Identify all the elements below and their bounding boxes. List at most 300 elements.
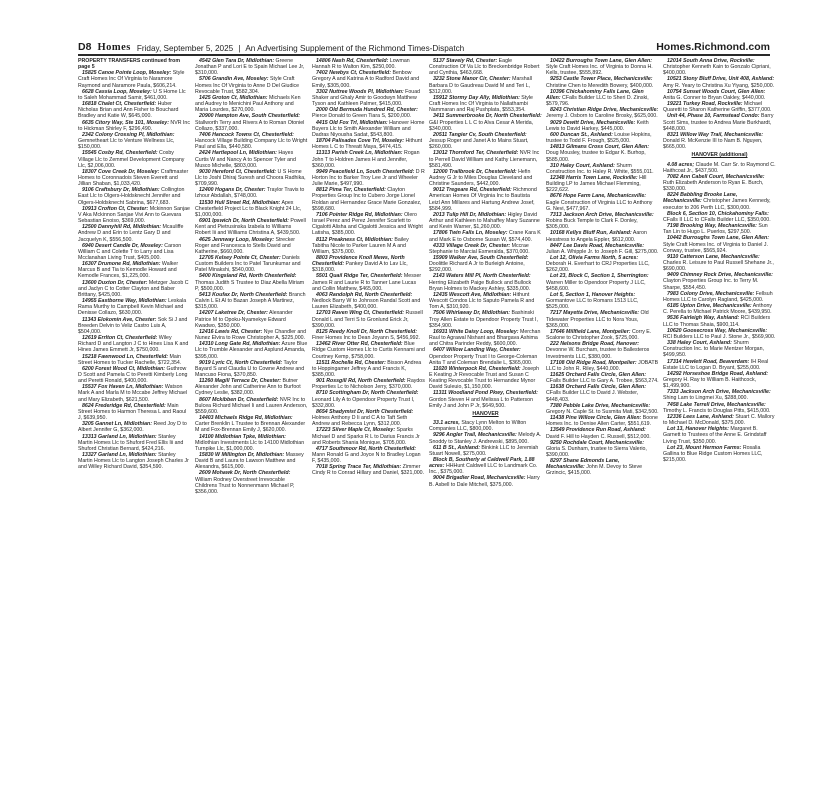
- property-address: 11438 Pine Willow Circle, Glen Allen:: [550, 415, 642, 422]
- property-address: 13012 Thornford Ter, Chesterfield:: [433, 150, 519, 157]
- transfer-entry: [546, 427, 659, 439]
- property-address: 10396 Chickahominy Falls Lane, Glen Allen:: [546, 88, 644, 101]
- property-address: 4717 Southmoor Rd, North Chesterfield:: [316, 445, 417, 452]
- property-address: 16307 Drumone Rd, Midlothian:: [82, 261, 161, 268]
- transfer-details: Apex Chesterfield Project Lc to Black Knight 24 Llc, $1,000,000.: [195, 199, 302, 218]
- transfer-entry: [312, 107, 425, 119]
- transfer-entry: [78, 206, 191, 224]
- transfer-details: Leskala Rama Murthy to Campbell Kevin Michael and Denisse Collazo, $630,000.: [78, 298, 187, 317]
- property-address: 7402 Newbys Ct, Chesterfield:: [316, 70, 391, 77]
- transfer-entry: [546, 415, 659, 427]
- section-heading: PROPERTY TRANSFERS continued from page 5: [78, 58, 180, 71]
- transfer-details: Eagle Construction of Virginia LLC to Anthony G. Nevi, $477,967.: [546, 199, 653, 212]
- transfer-entry: [663, 315, 776, 327]
- transfer-entry: [429, 366, 542, 391]
- transfer-details: Jessup Roger and Janet A to Mains Stuart, $260,000.: [429, 138, 529, 151]
- transfer-entry: [312, 409, 425, 427]
- transfer-details: Benbow Gregory A and Katrina A to Radford David and Emily, $305,000.: [312, 70, 420, 89]
- transfer-entry: [663, 359, 776, 371]
- transfer-entry: [78, 187, 191, 205]
- transfer-entry: [195, 434, 308, 452]
- transfer-entry: [429, 76, 542, 94]
- property-address: 14813 Gilmans Cross Court, Glen Allen:: [550, 144, 650, 151]
- transfer-details: Main Street Homes to Harmon Theresa L and Raoul J, $639,950.: [78, 402, 187, 422]
- transfer-details: William Rodney Overstreet Irrevocable Childrens Trust to Nonnenmann Michael P, $356,000.: [195, 476, 295, 495]
- transfer-entry: [429, 95, 542, 113]
- property-address: 5400 Kingsland Rd, North Chesterfield:: [199, 273, 297, 280]
- transfer-entry: [546, 132, 659, 144]
- transfer-entry: [78, 384, 191, 402]
- property-address: 19221 Turkey Road, Rockville:: [667, 101, 743, 108]
- property-address: 3232 Stone Manor Cir, Chester:: [433, 76, 511, 83]
- transfer-entry: [312, 378, 425, 390]
- transfer-entry: [78, 70, 191, 88]
- column-6: [663, 58, 776, 780]
- transfer-entry: [546, 310, 659, 328]
- transfer-entry: [78, 280, 191, 298]
- property-address: 11511 Rochelle Rd, Chester:: [316, 359, 386, 366]
- transfer-details: NVR Inc to Hickman Shirley F, $296,490.: [78, 119, 190, 132]
- property-address: 15909 Walker Ave, South Chesterfield:: [433, 255, 529, 261]
- transfer-entry: [663, 174, 776, 192]
- property-address: 8654 Shadymist Dr, North Chesterfield:: [316, 408, 414, 415]
- transfer-entry: [78, 434, 191, 452]
- transfer-entry: [546, 372, 659, 384]
- property-address: 9296 Angler Trail, Mechanicsville:: [433, 432, 517, 439]
- transfer-entry: [429, 212, 542, 230]
- transfer-details: Midlothian Investments Llc to 14100 Midlothian Turnpike Llc, $1,000,000.: [195, 439, 305, 452]
- transfer-entry: [663, 303, 776, 315]
- property-address: 18307 Cove Creek Dr, Moseley:: [82, 168, 160, 175]
- property-address: 18704 Palisades Cove Trl, Moseley:: [316, 138, 405, 145]
- column-4: [429, 58, 542, 780]
- transfer-entry: [195, 341, 308, 359]
- property-address: 7217 Mayetta Drive, Mechanicsville:: [550, 310, 640, 317]
- transfer-details: Hancock Village Building Company Llc to Wright Paul and Ella, $440,580.: [195, 138, 308, 151]
- property-address: Lot 12, Olivia Farms North, 5 acres:: [550, 255, 639, 261]
- transfer-entry: [663, 272, 776, 290]
- property-address: 7198 Brooking Way, Mechanicsville:: [667, 223, 757, 230]
- transfer-entry: [429, 445, 542, 457]
- transfer-details: CFalls II LLC to CFalls Builder LLC, $350,000.: [663, 216, 771, 223]
- property-address: 2143 Waters Mill Pl, North Chesterfield:: [433, 273, 531, 280]
- transfer-details: Michaels Ken and Audrey to Menichini Paul Anthony and Maria Lourdes, $270,000.: [195, 94, 301, 114]
- transfer-entry: [78, 120, 191, 132]
- transfer-details: Sok Si J and Breeden Delvin to Veliz Castro Luis A, $504,000.: [78, 316, 188, 335]
- transfer-details: Richmond American Homes Of Virginia Inc to Bautista Leizl Ann Millares and Hartung Andrew Josef, $584,999.: [429, 187, 537, 212]
- transfer-entry: [195, 273, 308, 291]
- transfer-entry: [663, 192, 776, 210]
- property-address: Lot 13, Hanover Heights:: [667, 426, 729, 433]
- transfer-entry: [78, 366, 191, 384]
- property-address: Lot 5, Section 1, Hanover Heights:: [550, 291, 636, 298]
- transfer-entry: [429, 150, 542, 168]
- transfer-details: Wiley Richard D and Langton J C to Hines Lisa K and Hines James Emmett Jr, $750,000.: [78, 335, 189, 354]
- transfer-details: Bisson Andrea to Hoppingamer Jeffrey A and Francis K, $385,000.: [312, 359, 422, 378]
- transfer-details: Julian A. Whipple Jr. to Joseph F. Gill, $275,000.: [546, 248, 659, 255]
- transfer-details: Warren Miller to Opendoor Property J LLC, $458,600.: [546, 279, 646, 292]
- property-address: 3302 Nuttree Woods Pl, Midlothian:: [316, 88, 404, 95]
- transfer-details: Pierce Donald to Green Tiara S, $200,000.: [312, 113, 412, 120]
- transfer-details: Gregory N. Caple St. to Susmita Mati, $342,500.: [546, 408, 659, 415]
- transfer-details: Hithunt Wescott Condos Llc to Saputo Pamela R and Tom A, $310,920.: [429, 291, 535, 311]
- transfer-entry: [429, 310, 542, 328]
- transfer-entry: [429, 390, 542, 408]
- property-address: 4625 Jennway Loop, Moseley:: [199, 236, 274, 243]
- transfer-details: Leonard Lily A to Opendoor Property Trust I, $332,800.: [312, 396, 415, 409]
- transfer-entry: [312, 120, 425, 138]
- property-address: 8321 Willow Way Trail, Mechanicsville:: [667, 131, 764, 138]
- transfer-details: Stacy Lynn Melton to Wilton Companies LLC, $800,000.: [429, 420, 527, 433]
- transfer-details: Doug Mousley, trustee to Edgar K. Burhop, $585,000.: [546, 150, 646, 163]
- transfer-entry: [78, 354, 191, 366]
- transfer-details: Doolittle Richard A Jr to Burleigh Antoine, $292,000.: [429, 261, 525, 274]
- property-address: 17646 Millfield Lane, Montpelier:: [550, 328, 631, 335]
- transfer-details: Eagle Construction Of Va Llc to Breckenbridge Robert and Cynthia, $463,668.: [429, 58, 540, 77]
- transfer-entry: [312, 255, 425, 273]
- property-address: 10442 Burroughs Town Lane, Glen Allen:: [667, 235, 770, 242]
- transfer-entry: [429, 169, 542, 187]
- transfer-details: Traylor Travis to Izhour Abdallah, $748,000.: [195, 187, 305, 200]
- transfer-details: Joseph E Keating Jr Revocable Trust and Susan C Keating Revocable Trust to Hernandez Mynor David Suleuio, $1,150,000.: [429, 365, 540, 391]
- transfer-entry: [78, 261, 191, 279]
- transfer-entry: [546, 107, 659, 119]
- property-address: 8710 Scottingham Dr, North Chesterfield:: [316, 390, 419, 397]
- property-address: 20511 Tangier Cv, South Chesterfield:: [433, 131, 527, 138]
- transfer-entry: [78, 335, 191, 353]
- transfer-details: NVR Inc to Bulcea Richard Michael Ii and Lauren Anderson, $559,600.: [195, 396, 308, 415]
- transfer-entry: [663, 162, 776, 174]
- header-rule: [78, 54, 770, 56]
- property-address: 12705 Kelsey Pointe Ct, Chester:: [199, 255, 281, 261]
- property-address: 2424 Hartlepool Ln, Midlothian:: [199, 150, 277, 157]
- property-address: 10754 Sunset Woods Court, Glen Allen:: [667, 88, 766, 95]
- transfer-entry: [546, 329, 659, 341]
- transfer-details: Aaron Hesstress to Angela Eppler, $612,000.: [546, 230, 647, 243]
- property-address: 13462 River Otter Rd, Chesterfield:: [316, 341, 403, 348]
- transfer-details: Herring Elizabeth Paige Bullock and Bullock Bryan Holmes to Mackey Ashley, $335,000.: [429, 279, 532, 292]
- transfer-details: Main Street Homes to Tucker Rachelle, $722,354.: [78, 353, 182, 366]
- transfer-details: Pankey David A to Lav Llc, $318,000.: [312, 261, 408, 274]
- transfer-entry: [663, 223, 776, 235]
- transfer-entry: [195, 132, 308, 150]
- property-address: 11625 Orchard Falls Circle, Glen Allen:: [550, 371, 646, 378]
- property-address: 11313 Parish Creek Ln, Midlothian:: [316, 150, 403, 157]
- transfer-details: Style Craft Homes Inc Of Virginia to Nallathambi Nammaran and Raj Pushplata, $553,354.: [429, 94, 533, 114]
- property-address: 2013 Tulip Hill Dr, Midlothian:: [433, 211, 507, 218]
- transfer-details: Nye Chandler and Nunez Elvira to Rowe Christopher A, $225,000.: [195, 328, 307, 342]
- property-address: 7380 Pebble Lake Drive, Mechanicsville:: [550, 402, 651, 409]
- property-address: 13327 Garland Ln, Midlothian:: [82, 452, 157, 458]
- transfer-entry: [546, 193, 659, 211]
- transfer-details: Devonne W. Burcham, trustee to Ballesteros Investments LLC, $380,000.: [546, 347, 650, 360]
- property-address: 13549 Providence Run Road, Ashland:: [550, 427, 646, 434]
- transfer-entry: [78, 421, 191, 433]
- column-3: [312, 58, 425, 780]
- transfer-entry: [312, 341, 425, 359]
- transfer-entry: [195, 397, 308, 415]
- transfer-details: Louise Hopkins, trustee to Todd F. Frough, $525,000.: [546, 131, 652, 145]
- transfer-details: Ruth Elizabeth Anderson to Ryan E. Burch, $330,000.: [663, 179, 764, 193]
- transfer-details: Branch Calvin L Et Al to Bazan Joseph A Martinez, $315,000.: [195, 291, 306, 311]
- transfer-details: Daniels Custom Builders Inc to Patel Tarunkumar and Patel Minakshi, $540,000.: [195, 255, 301, 274]
- property-address: 14403 Michaels Ridge Rd, Midlothian:: [199, 415, 293, 422]
- transfer-entry: [312, 58, 425, 70]
- transfer-details: Melody A. Snoddy to Stanley J. Andrewski, $895,000.: [429, 432, 542, 445]
- property-address: 2342 Colony Crossing Pl, Midlothian:: [82, 131, 175, 138]
- transfer-entry: [546, 403, 659, 415]
- transfer-details: Marshall Barbara D to Gaudreau David M and Teri L, $312,000.: [429, 76, 532, 95]
- transfer-entry: [546, 58, 659, 76]
- property-address: Lot 23, Mount Hermon Farms:: [667, 444, 742, 451]
- transfer-details: Gloria S. Dunham, trustee to Sierra Valerio, $390,000.: [546, 445, 647, 458]
- transfer-entry: [546, 175, 659, 193]
- transfer-details: Christopher Kenneth Kain to Gonzalo Cipriani, $400,000.: [663, 64, 771, 77]
- transfer-details: Gemnetheart Llc to Venture Wellness Llc, $150,000.: [78, 138, 175, 151]
- property-address: 3411 Summerbrooke Dr, North Chesterfield:: [433, 113, 542, 120]
- property-address: 5501 Quail Ridge Ter, Chesterfield:: [316, 273, 403, 280]
- transfer-details: Blue Ridge Custom Homes Llc to Curtis Kennami and Courtney Kemp, $758,000.: [312, 341, 425, 360]
- transfer-entry: [663, 235, 776, 253]
- property-address: 11311 Woodland Pond Pkwy, Chesterfield:: [433, 390, 538, 397]
- property-address: 9030 Hereford Ct, Chesterfield:: [199, 168, 277, 175]
- column-2: [195, 58, 308, 780]
- transfer-details: Raydos Properties Lc to Nicholson Jerry, $370,000.: [312, 378, 425, 391]
- transfer-entry: [78, 298, 191, 316]
- transfer-details: Style Craft Homes Inc Of Virginia to Anne D Del Giudice Revocable Trust, $582,304.: [195, 76, 300, 95]
- property-address: 12000 Trailbrook Dr, Chesterfield:: [433, 168, 517, 175]
- transfer-entry: [312, 464, 425, 476]
- transfer-entry: [546, 76, 659, 88]
- transfer-details: Charles R. Leisure to Paul Russell Shehane Jr., $690,000.: [663, 260, 774, 273]
- transfer-entry: [195, 310, 308, 328]
- property-address: 12500 Dannyhill Rd, Midlothian:: [82, 224, 162, 231]
- property-address: 310 Haley Court, Ashland:: [550, 162, 615, 169]
- property-address: 17314 Hewlett Road, Beaverdam:: [667, 358, 750, 365]
- transfer-entry: [312, 70, 425, 88]
- property-address: 8297 Shane Edmonds Lane, Mechanicsville:: [546, 458, 620, 471]
- transfer-entry: [195, 470, 308, 495]
- transfer-entry: [195, 329, 308, 341]
- transfer-entry: [429, 255, 542, 273]
- transfer-details: Jeremy J. Osborn to Caroline Brosky, $625,000.: [546, 113, 658, 120]
- transfer-details: HHHunt Caldwell LLC to Landmark Co. Inc., $375,000.: [429, 463, 538, 476]
- transfer-entry: [546, 440, 659, 458]
- property-address: 16818 Chalet Ct, Chesterfield:: [82, 101, 157, 108]
- property-address: 8125 Reedy Knoll Dr, North Chesterfield:: [316, 328, 417, 335]
- property-address: 3205 Gannet Ln, Midlothian:: [82, 421, 153, 428]
- transfer-entry: [78, 89, 191, 101]
- transfer-details: Bailey Tabitha Nicole to Parker Lauren M A and William, $375,000.: [312, 236, 409, 255]
- transfer-entry: [312, 292, 425, 310]
- transfer-entry: [195, 58, 308, 76]
- property-address: 6200 Forest Wood Ct, Midlothian:: [82, 365, 166, 372]
- transfer-details: Opendoor Property Trust I to George-Coleman Anita T and Coleman Brendalie L, $365,000.: [429, 353, 538, 366]
- transfer-entry: [195, 187, 308, 199]
- transfer-entry: [78, 132, 191, 150]
- transfer-details: Mcauliffe Andrew D and Erin to Lentz Gary D and Jacquelyn K, $556,500.: [78, 224, 184, 243]
- transfer-details: Mccrae Stephanie to Marcial Esmeralda, $370,000.: [429, 242, 530, 255]
- property-address: 11260 Magill Terrace Dr, Chester:: [199, 378, 281, 385]
- transfer-entry: [195, 452, 308, 470]
- property-address: 15912 Stormy Day Ally, Midlothian:: [433, 94, 520, 101]
- transfer-entry: [195, 292, 308, 310]
- transfer-details: Crane Kara K and Mark E to Osborne Susan W, $574,400.: [429, 230, 541, 243]
- transfer-entry: [312, 89, 425, 107]
- property-address: 20900 Hampton Ave, South Chesterfield:: [199, 113, 301, 120]
- property-address: 15830 W Millington Dr, Midlothian:: [199, 452, 285, 458]
- property-address: 9029 Dewitt Drive, Mechanicsville:: [550, 119, 636, 126]
- transfer-entry: [78, 243, 191, 261]
- property-address: 11020 Winterpock Rd, Chesterfield:: [433, 365, 521, 372]
- transfer-details: Carson William C and Colette T to Larry and Lisa Mcclanahan Living Trust, $405,000.: [78, 242, 182, 261]
- transfer-entry: [663, 211, 776, 223]
- transfer-details: Anita G. Conner to Bryan Oakley, $440,000.: [663, 94, 766, 101]
- transfer-entry: [78, 452, 191, 470]
- transfer-details: Amy R. Yeary to Christina Xu Yiyang, $250,000.: [663, 82, 775, 89]
- transfer-entry: [546, 341, 659, 359]
- transfer-entry: [429, 432, 542, 444]
- property-address: 7106 Pointer Ridge Rd, Midlothian:: [316, 211, 403, 218]
- supplement-note: An Advertising Supplement of the Richmond Times-Dispatch: [245, 44, 465, 53]
- property-address: 17108 Old Ridge Road, Montpelier:: [550, 359, 637, 366]
- transfer-details: Harry B. Asbell to Dale Mitchell, $375,000.: [429, 475, 540, 488]
- property-address: 10168 Kellys Bluff Run, Ashland:: [550, 230, 632, 237]
- property-address: 10422 Burroughs Town Lane, Glen Allen:: [550, 58, 653, 64]
- transfer-entry: [663, 76, 776, 88]
- transfer-entry: [429, 457, 542, 475]
- transfer-details: Guthrow D Scott and Pamela C to Peretti Kimberly Long and Peretti Ronald, $400,000.: [78, 365, 188, 385]
- transfer-details: Powell Kent and Pietrusinska Izabela to Williams Robert Iii and Williams Christina A, $439,500.: [195, 218, 306, 237]
- section-name: Homes: [97, 42, 131, 53]
- transfer-details: Keith Lewis to David Harkey, $445,000.: [546, 119, 649, 132]
- property-address: 7082 Ann Cabell Court, Mechanicsville:: [667, 173, 765, 180]
- transfer-entry: [312, 329, 425, 341]
- transfer-entry: [195, 360, 308, 378]
- page-number: D8: [78, 41, 92, 53]
- property-address: 7983 Colony Drive, Mechanicsville:: [667, 290, 755, 297]
- property-address: 4415 Old Fox Trl, Midlothian:: [316, 119, 388, 126]
- transfer-details: Style Craft Homes Inc. of Virginia to Daniel J. Conway, trustee, $565,924.: [663, 241, 768, 254]
- transfer-entry: [663, 101, 776, 113]
- transfer-entry: [195, 237, 308, 255]
- transfer-details: Zimmer Cindy R to Conrad Hillary and Daniel, $321,000.: [312, 464, 425, 477]
- transfer-entry: [663, 371, 776, 389]
- property-address: 5706 Grandin Ave, Moseley:: [199, 76, 269, 83]
- property-address: 12416 Lewis Rd, Chester:: [199, 328, 263, 335]
- property-address: 10620 Goosecross Way, Mechanicsville:: [667, 327, 768, 334]
- property-address: 9409 Chimney Rock Drive, Mechanicsville:: [667, 272, 773, 279]
- property-address: 5137 Staveiy Rd, Chester:: [433, 58, 498, 64]
- property-address: 16931 White Daisy Loop, Moseley:: [433, 328, 519, 335]
- property-address: 9949 Peacefield Ln, South Chesterfield:: [316, 168, 415, 175]
- property-address: 13600 Duxton Dr, Chester:: [82, 279, 148, 286]
- transfer-details: Taylor Bayard S and Claudia U to Cowne Andrew and Mancuso Fiona, $370,850.: [195, 359, 305, 378]
- transfer-entry: [429, 329, 542, 347]
- property-address: Unit 44, Phase 10, Farmstead Condo:: [667, 113, 760, 120]
- transfer-details: RCI Builders LLC to Thomas Shaia, $900,114.: [663, 315, 771, 328]
- property-address: 338 Haley Court, Ashland:: [667, 340, 732, 347]
- property-address: 7406 Hancock Towns Ct, Chesterfield:: [199, 131, 294, 138]
- transfer-details: Timothy L. Francis to Douglas Pitts, $415,000.: [663, 407, 771, 414]
- property-address: 8803 Providence Knoll Mews, North Chesterfield:: [312, 255, 405, 268]
- transfer-details: Deborah H. Everhart to CRJ Properties LLC, $262,000.: [546, 261, 650, 274]
- transfer-details: Gregory H. Ray to William B. Haithcock, $1,499,900.: [663, 376, 757, 390]
- transfer-details: Barry Scott Sims, trustee to Andrea Marie Burkhardt, $448,000.: [663, 113, 774, 132]
- transfer-entry: [546, 384, 659, 402]
- property-address: 8812 Pima Ter, Chesterfield:: [316, 187, 386, 194]
- transfer-details: Claude M. Carr Sr. to Raymond C. Haithcoat Jr., $437,500.: [663, 161, 776, 174]
- property-address: Lot 23, Block C, Section 1, Sherrington:: [550, 273, 649, 280]
- transfer-entry: [429, 420, 542, 432]
- property-address: 14292 Horseshoe Bridge Road, Ashland:: [667, 370, 769, 377]
- property-address: 4063 Randolph Rd, North Chesterfield:: [316, 291, 413, 298]
- transfer-details: Holmes Anthony D Ii and C A to Taft Seth Andrew and Rebecca Lynn, $312,000.: [312, 415, 408, 428]
- transfer-details: G&I Properties L L C to Alva Cesar A Merida, $340,000.: [429, 119, 534, 132]
- property-address: 6185 Upton Drive, Mechanicsville:: [667, 303, 752, 310]
- site-url[interactable]: Homes.Richmond.com: [656, 41, 770, 53]
- transfer-entry: [546, 163, 659, 175]
- property-address: 7018 Spring Trace Ter, Midlothian:: [316, 464, 402, 471]
- transfer-details: Azure Blue Llc to Trumble Alexander and Asplund Amanda, $395,000.: [195, 341, 308, 360]
- transfer-entry: [429, 475, 542, 487]
- transfer-details: Gormantove LLC to Romans 1513 LLC, $525,000.: [546, 298, 639, 311]
- transfer-details: Shing Lam to Lingmei Xu, $288,000.: [663, 395, 748, 402]
- property-address: 11638 Orchard Falls Circle, Glen Allen:: [550, 384, 646, 391]
- transfer-entry: [78, 150, 191, 168]
- transfer-details: Clayton Properties Group Inc to Cubero Jorge Lionel Roldan and Hernandez Grace Marie Gonzalez, $598,680.: [312, 187, 422, 212]
- property-address: 9110 Catterson Lane, Mechanicsville:: [667, 253, 760, 260]
- property-address: 6901 Ipswich Dr, North Chesterfield:: [199, 218, 289, 225]
- masthead-separator: |: [238, 44, 241, 53]
- masthead: [78, 36, 770, 53]
- transfer-details: Hefin Audrey G Jr to Miles Douglas Cleveland and Christine Saunders, $442,000.: [429, 168, 533, 188]
- transfer-details: Massey David B and Laura to Lawson Matthew and Alexandra, $615,000.: [195, 452, 304, 471]
- transfer-details: Donald R. McKenzie III to Nam B. Nguyen, $665,000.: [663, 138, 763, 151]
- transfer-details: Hill Building LP to James Michael Flemming, $222,622.: [546, 174, 647, 194]
- property-address: 6635 Citory Way, Ste 101, Moseley:: [82, 119, 169, 126]
- transfer-entry: [546, 255, 659, 273]
- property-address: 6407 Willow Landing Way, Chester:: [433, 347, 521, 354]
- property-address: 7458 Lake Terrell Drive, Mechanicsville:: [667, 401, 766, 408]
- transfer-details: Messer James R and Laurie R to Tanner Lane Lucas and Collin Matthew, $465,000.: [312, 273, 422, 292]
- transfer-entry: [78, 317, 191, 335]
- property-address: 8112 Preakness Ct, Midlothian:: [316, 236, 393, 243]
- transfer-details: NVR Inc to Perrell David William and Kathy Lienemann, $581,490.: [429, 150, 540, 169]
- transfer-details: Style Craft Homes Inc Of Virginia to Naramore Raymond and Naramore Paula, $606,214.: [78, 70, 185, 89]
- transfer-entry: [312, 446, 425, 464]
- transfer-details: Bashinski Troy Allen Estate to Opendoor Property Trust I, $354,900.: [429, 310, 538, 329]
- property-address: 7313 Jackson Arch Drive, Mechanicsville:: [550, 211, 654, 218]
- property-address: 11530 Hull Street Rd, Midlothian:: [199, 199, 281, 206]
- transfer-details: D R Horton Inc to Barker Troy Lee Jr and Wheeler Julie Marie, $497,990.: [312, 168, 425, 188]
- property-address: 12336 Lees Lane, Ashland:: [667, 413, 734, 420]
- transfer-entry: [195, 415, 308, 433]
- transfer-details: Reed Joy D to Albert Jennifer G, $362,000.: [78, 421, 187, 434]
- transfer-details: Michael Quaretti to Sharon Katherine Griffin, $377,000.: [663, 101, 772, 114]
- property-address: 12348 Harris Town Lane, Rockville:: [550, 174, 638, 181]
- property-address: 12703 Raven Wing Ct, Chesterfield:: [316, 310, 405, 317]
- property-address: 12435 Wescott Ave, Midlothian:: [433, 291, 512, 298]
- transfer-details: U S Home Llc to Saleh Mohammad Samir, $461,000.: [78, 88, 186, 101]
- transfer-details: Alexander Patrice M to Opoku-Nyamekye Edward Kwadwo, $350,000.: [195, 310, 293, 329]
- transfer-details: Margaret B. Garnett to Trustees of the Anne E. Grindstaff Living Trust, $350,000.: [663, 426, 767, 445]
- transfer-entry: [546, 144, 659, 162]
- property-address: 12014 South Anna Drive, Rockville:: [667, 58, 755, 64]
- property-address: 7333 Jackson Arch Drive, Mechanicsville:: [667, 389, 771, 396]
- property-address: 33.1 acres,: [433, 420, 460, 427]
- transfer-details: CFalls Builder LLC to Gary A. Trobee, $563,274.: [546, 378, 659, 385]
